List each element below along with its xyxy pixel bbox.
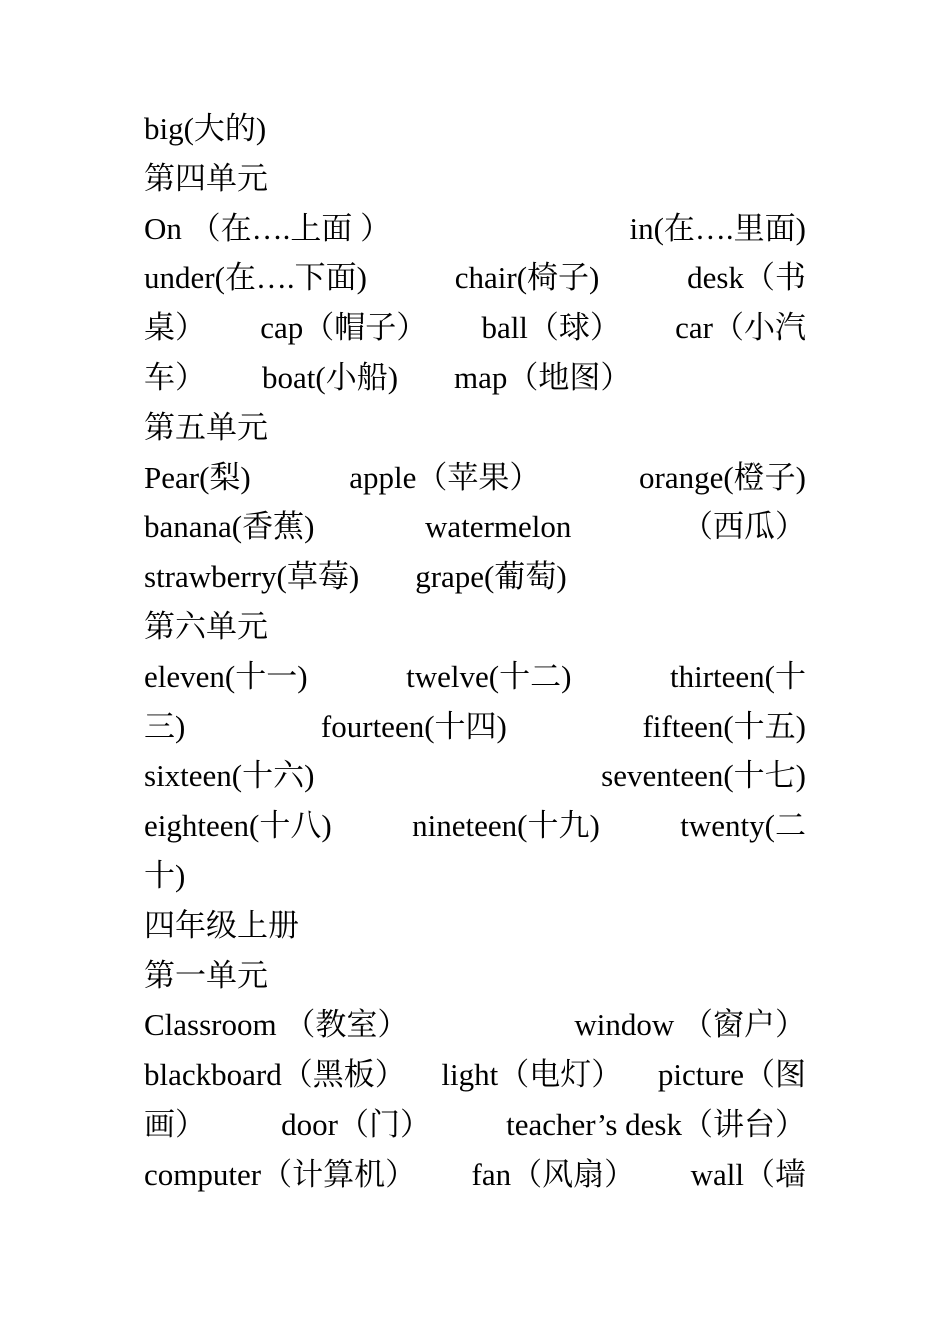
vocab-entry: fifteen(十五)	[642, 708, 806, 744]
vocab-entry: 第一单元	[144, 957, 268, 993]
vocab-entry: Classroom （教室）	[144, 1007, 409, 1043]
vocab-entry: orange(橙子)	[639, 459, 806, 495]
vocab-entry: strawberry(草莓)	[144, 559, 360, 595]
vocab-entry: ball（球）	[481, 310, 621, 346]
vocab-entry: under(在….下面)	[144, 260, 367, 296]
text-line	[144, 403, 806, 453]
vocab-entry: 第六单元	[144, 608, 268, 644]
vocab-entry: Pear(梨)	[144, 459, 251, 495]
vocab-entry: apple（苹果）	[349, 459, 541, 495]
vocab-entry: twelve(十二)	[406, 658, 572, 694]
vocab-entry: blackboard（黑板）	[144, 1057, 406, 1093]
vocab-entry: twenty(二	[680, 808, 806, 844]
vocab-entry: eighteen(十八)	[144, 808, 332, 844]
text-line	[144, 1000, 806, 1050]
vocab-entry: thirteen(十	[669, 658, 806, 694]
vocab-entry: big(大的)	[144, 111, 267, 146]
text-line	[144, 154, 806, 204]
vocab-entry: banana(香蕉)	[144, 509, 315, 545]
vocab-entry: door（门）	[281, 1106, 431, 1142]
vocab-entry: On （在….上面 ）	[144, 210, 392, 246]
vocab-entry: car（小汽	[675, 310, 806, 346]
text-line	[144, 204, 806, 254]
vocab-entry: wall（墙	[690, 1156, 806, 1192]
vocab-entry: 十)	[144, 857, 186, 893]
vocab-entry: （西瓜）	[681, 509, 806, 545]
vocab-entry: 三)	[144, 708, 186, 744]
text-line	[144, 602, 806, 652]
vocab-entry: grape(葡萄)	[415, 559, 567, 595]
vocab-entry: 四年级上册	[144, 907, 299, 943]
text-line	[144, 652, 806, 702]
text-line	[144, 751, 806, 801]
text-line	[144, 453, 806, 503]
vocab-entry: 画）	[144, 1106, 206, 1142]
vocab-entry: computer（计算机）	[144, 1156, 417, 1192]
vocab-entry: picture（图	[657, 1057, 806, 1093]
vocab-entry: seventeen(十七)	[601, 758, 806, 794]
vocab-entry: sixteen(十六)	[144, 758, 315, 794]
text-line	[144, 1050, 806, 1100]
vocab-entry: fourteen(十四)	[320, 708, 507, 744]
vocab-entry: eleven(十一)	[144, 658, 308, 694]
text-line	[144, 851, 806, 901]
text-line	[144, 1100, 806, 1150]
vocab-entry: chair(椅子)	[454, 260, 600, 296]
text-line	[144, 901, 806, 951]
vocab-entry: desk（书	[687, 260, 806, 296]
vocab-entry: nineteen(十九)	[412, 808, 600, 844]
vocab-entry: teacher’s desk（讲台）	[506, 1106, 806, 1142]
vocab-entry: 第五单元	[144, 409, 268, 445]
vocab-entry: cap（帽子）	[260, 310, 428, 346]
text-line	[144, 951, 806, 1001]
text-line	[144, 801, 806, 851]
text-line	[144, 552, 806, 602]
vocab-entry: fan（风扇）	[471, 1156, 636, 1192]
text-line	[144, 303, 806, 353]
text-line	[144, 502, 806, 552]
vocab-entry: 桌）	[144, 310, 206, 346]
vocabulary-text-block	[144, 104, 806, 1200]
vocab-entry: 第四单元	[144, 160, 268, 196]
text-line	[144, 702, 806, 752]
text-line	[144, 353, 806, 403]
vocab-entry: boat(小船)	[262, 359, 399, 395]
vocab-entry: map（地图）	[454, 359, 632, 395]
vocab-entry: 车）	[144, 359, 206, 395]
vocab-entry: in(在….里面)	[629, 210, 806, 246]
text-line	[144, 1150, 806, 1200]
vocab-entry: light（电灯）	[441, 1057, 623, 1093]
vocab-entry: watermelon	[425, 509, 572, 545]
vocab-entry: window （窗户）	[574, 1007, 806, 1043]
text-line	[144, 104, 806, 154]
text-line	[144, 253, 806, 303]
